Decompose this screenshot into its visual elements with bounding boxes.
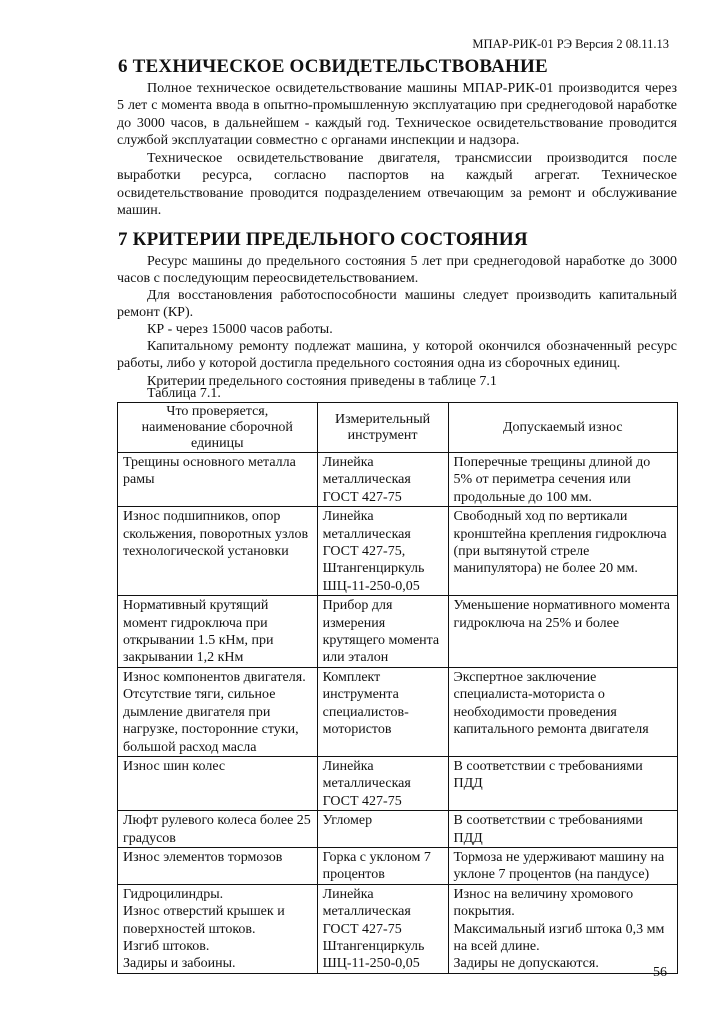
row-item-cell: Износ подшипников, опор скольжения, поворотных узлов технологической установки [118,507,318,596]
row-item-cell: Люфт рулевого колеса более 25 градусов [118,811,318,848]
table-row [118,507,678,596]
cell-line: Задиры и забоины. [123,956,236,972]
page-number: 56 [653,965,667,980]
section-6-paragraph: Полное техническое освидетельствование машины МПАР-РИК-01 производится через 5 лет с момента ввода в опытно-промышленную эксплуатацию при среднегодовой наработке до 3000 часов, в дальнейшем - каждый год. Техническое освидетельствование проводится службой эксплуатации совместно с органами инспекции и надзора. [117,81,677,149]
table-row [118,756,678,810]
table-row [118,453,678,507]
table-row [118,667,678,756]
row-tolerance-cell: Тормоза не удерживают машину на уклоне 7 процентов (на пандусе) [448,847,677,884]
table-header-row [118,403,678,453]
row-tolerance-cell [448,884,677,973]
section-7-paragraph: Капитальному ремонту подлежат машина, у которой окончился обозначенный ресурс работы, либо у которой достигла предельного состояния одна из сборочных единиц. [117,339,677,372]
section-7-paragraph: Ресурс машины до предельного состояния 5 лет при среднегодовой наработке до 3000 часов с последующим переосвидетельствованием. [117,254,677,287]
section-7-paragraph: Критерии предельного состояния приведены в таблице 7.1 [147,374,497,389]
row-instrument-cell: Угломер [317,811,448,848]
table-row [118,884,678,973]
criteria-table [117,402,678,974]
column-header: Измерительный инструмент [317,403,448,453]
row-item-cell: Трещины основного металла рамы [118,453,318,507]
section-6-paragraph: Техническое освидетельствование двигателя, трансмиссии производится после выработки ресурса, согласно паспортов на каждый агрегат. Техническое освидетельствование проводится подразделением отвечающим за ремонт и обслуживание машин. [117,151,677,219]
row-tolerance-cell: В соответствии с требованиями ПДД [448,811,677,848]
row-tolerance-cell: Свободный ход по вертикали кронштейна крепления гидроключа (при вытянутой стреле манипулятора) не более 20 мм. [448,507,677,596]
row-instrument-cell: Комплект инструмента специалистов-мотористов [317,667,448,756]
row-item-cell: Износ компонентов двигателя. Отсутствие тяги, сильное дымление двигателя при нагрузке, посторонние стуки, большой расход масла [118,667,318,756]
cell-line: Износ отверстий крышек и поверхностей штоков. [123,904,285,937]
section-7-title: 7 КРИТЕРИИ ПРЕДЕЛЬНОГО СОСТОЯНИЯ [118,229,528,250]
row-item-cell: Нормативный крутящий момент гидроключа при открывании 1.5 кНм, при закрывании 1,2 кНм [118,596,318,668]
cell-line: Максимальный изгиб штока 0,3 мм на всей длине. [453,921,665,954]
table-row [118,847,678,884]
row-instrument-cell: Горка с уклоном 7 процентов [317,847,448,884]
section-7-paragraph: Для восстановления работоспособности машины следует производить капитальный ремонт (КР). [117,288,677,321]
cell-line: Гидроцилиндры. [123,886,224,902]
column-header: Допускаемый износ [448,403,677,453]
row-instrument-cell: Линейка металлическая ГОСТ 427-75 Штангенциркуль ШЦ-11-250-0,05 [317,884,448,973]
cell-line: Изгиб штоков. [123,938,210,954]
row-instrument-cell: Линейка металлическая ГОСТ 427-75 [317,453,448,507]
row-instrument-cell: Прибор для измерения крутящего момента или эталон [317,596,448,668]
row-instrument-cell: Линейка металлическая ГОСТ 427-75, Штангенциркуль ШЦ-11-250-0,05 [317,507,448,596]
row-tolerance-cell: В соответствии с требованиями ПДД [448,756,677,810]
table-row [118,596,678,668]
cell-line: Задиры не допускаются. [453,956,599,972]
cell-line: Износ на величину хромового покрытия. [453,886,634,920]
row-item-cell: Износ элементов тормозов [118,847,318,884]
table-caption: Таблица 7.1. [147,386,221,401]
row-item-cell: Износ шин колес [118,756,318,810]
row-instrument-cell: Линейка металлическая ГОСТ 427-75 [317,756,448,810]
row-tolerance-cell: Поперечные трещины длиной до 5% от периметра сечения или продольные до 100 мм. [448,453,677,507]
document-header: МПАР-РИК-01 РЭ Версия 2 08.11.13 [472,37,669,51]
row-tolerance-cell: Уменьшение нормативного момента гидроключа на 25% и более [448,596,677,668]
section-6-title: 6 ТЕХНИЧЕСКОЕ ОСВИДЕТЕЛЬСТВОВАНИЕ [118,56,548,77]
table-row [118,811,678,848]
column-header: Что проверяется, наименование сборочной единицы [118,403,318,453]
row-item-cell [118,884,318,973]
section-7-paragraph: КР - через 15000 часов работы. [147,322,333,337]
row-tolerance-cell: Экспертное заключение специалиста-моториста о необходимости проведения капитального ремонта двигателя [448,667,677,756]
